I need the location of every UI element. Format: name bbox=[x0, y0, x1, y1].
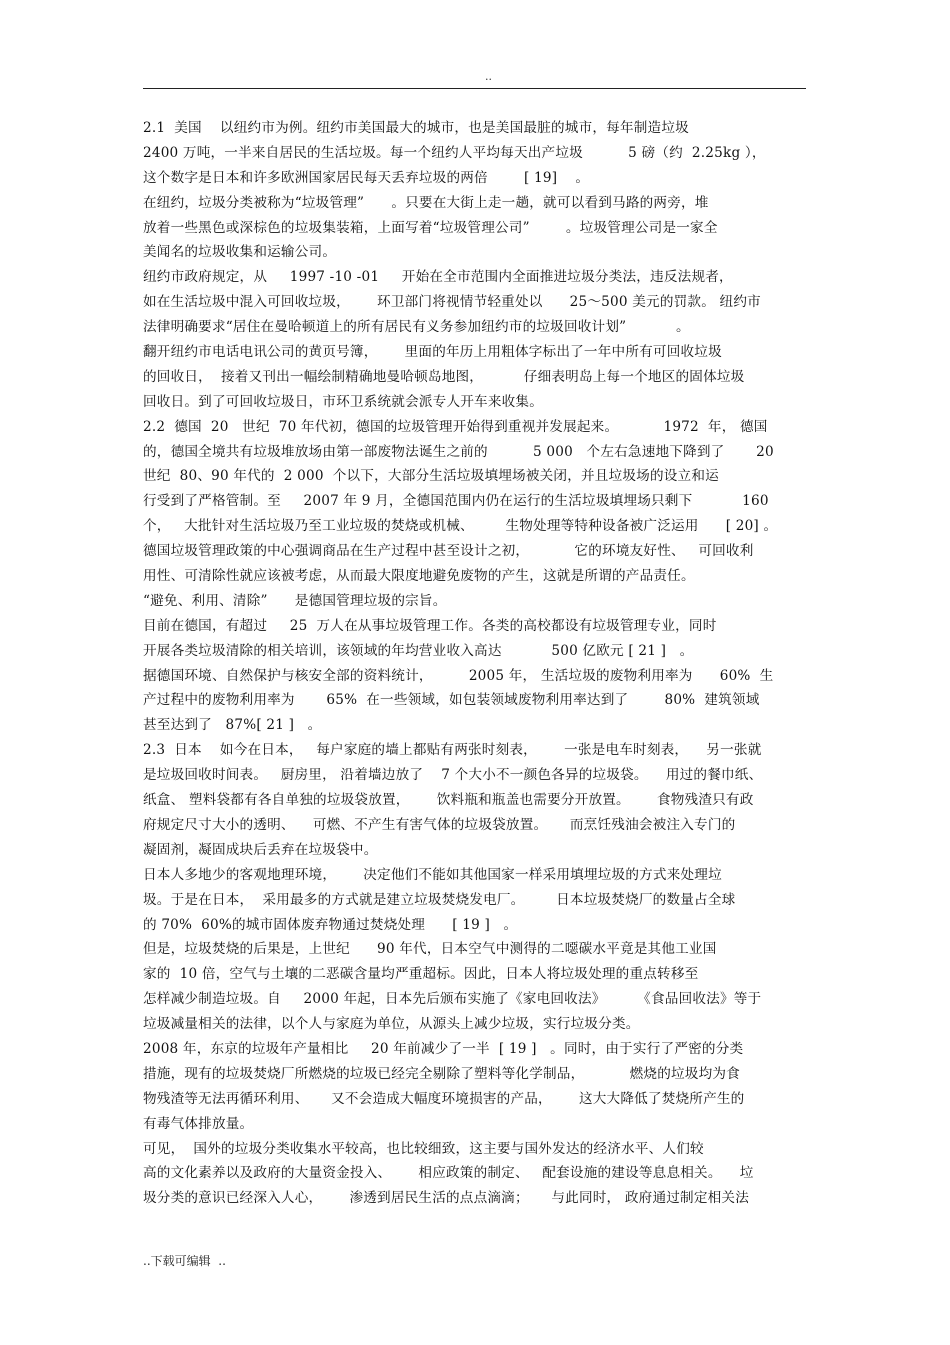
document-body bbox=[143, 116, 808, 1211]
text-line: 产过程中的废物利用率为 65% 在一些领域，如包装领域废物利用率达到了 80% 建筑领域 bbox=[143, 692, 760, 709]
text-line: 目前在德国，有超过 25 万人在从事垃圾管理工作。各类的高校都设有垃圾管理专业，同时 bbox=[143, 617, 717, 634]
text-line: 如在生活垃圾中混入可回收垃圾， 环卫部门将视情节轻重处以 25～500 美元的罚款。 纽约市 bbox=[143, 294, 761, 311]
text-line: 在纽约，垃圾分类被称为“垃圾管理” 。只要在大街上走一趟，就可以看到马路的两旁，堆 bbox=[143, 194, 709, 211]
text-line: 放着一些黑色或深棕色的垃圾集装箱，上面写着“垃圾管理公司” 。垃圾管理公司是一家全 bbox=[143, 219, 718, 236]
text-line: 垃圾减量相关的法律，以个人与家庭为单位，从源头上减少垃圾，实行垃圾分类。 bbox=[143, 1016, 640, 1033]
text-line: 的 70% 60%的城市固体废弃物通过焚烧处理 [ 19 ] 。 bbox=[143, 916, 518, 933]
text-line: 开展各类垃圾清除的相关培训，该领域的年均营业收入高达 500 亿欧元 [ 21 ] 。 bbox=[143, 642, 694, 659]
text-line: 物残渣等无法再循环利用、 又不会造成大幅度环境损害的产品， 这大大降低了焚烧所产生的 bbox=[143, 1090, 745, 1107]
footer-note: ..下载可编辑 .. bbox=[143, 1254, 226, 1268]
text-line: 美闻名的垃圾收集和运输公司。 bbox=[143, 244, 337, 261]
text-line: 2.2 德国 20 世纪 70 年代初，德国的垃圾管理开始得到重视并发展起来。 1972 年， 德国 bbox=[143, 418, 768, 435]
text-line: 回收日。到了可回收垃圾日，市环卫系统就会派专人开车来收集。 bbox=[143, 393, 544, 410]
text-line: 可见， 国外的垃圾分类收集水平较高，也比较细致，这主要与国外发达的经济水平、人们较 bbox=[143, 1140, 704, 1157]
header-rule bbox=[143, 88, 806, 89]
text-line: 措施，现有的垃圾焚烧厂所燃烧的垃圾已经完全剔除了塑料等化学制品， 燃烧的垃圾均为食 bbox=[143, 1065, 740, 1082]
text-line: 个， 大批针对生活垃圾乃至工业垃圾的焚烧或机械、 生物处理等特种设备被广泛运用 [ 20] 。 bbox=[143, 518, 778, 535]
text-line: 圾。于是在日本， 采用最多的方式就是建立垃圾焚烧发电厂。 日本垃圾焚烧厂的数量占全球 bbox=[143, 891, 736, 908]
text-line: 纽约市政府规定，从 1997 -10 -01 开始在全市范围内全面推进垃圾分类法，违反法规者， bbox=[143, 269, 733, 286]
text-line: 世纪 80、90 年代的 2 000 个以下，大部分生活垃圾填埋场被关闭，并且垃圾场的设立和运 bbox=[143, 468, 719, 485]
text-line: 德国垃圾管理政策的中心强调商品在生产过程中甚至设计之初， 它的环境友好性、 可回收利 bbox=[143, 543, 754, 560]
text-line: “避免、利用、清除” 是德国管理垃圾的宗旨。 bbox=[143, 592, 447, 609]
text-line: 2.1 美国 以纽约市为例。纽约市美国最大的城市，也是美国最脏的城市，每年制造垃圾 bbox=[143, 120, 689, 136]
text-line: 怎样减少制造垃圾。自 2000 年起，日本先后颁布实施了《家电回收法》 《食品回收法》等于 bbox=[143, 991, 762, 1008]
text-line: 据德国环境、自然保护与核安全部的资料统计， 2005 年， 生活垃圾的废物利用率为 60% 生 bbox=[143, 667, 774, 684]
text-line: 法律明确要求“居住在曼哈顿道上的所有居民有义务参加纽约市的垃圾回收计划” 。 bbox=[143, 319, 690, 336]
text-line: 高的文化素养以及政府的大量资金投入、 相应政策的制定、 配套设施的建设等息息相关。 垃 bbox=[143, 1165, 754, 1182]
text-line: 家的 10 倍，空气与土壤的二恶碳含量均严重超标。因此，日本人将垃圾处理的重点转移至 bbox=[143, 966, 699, 983]
text-line: 有毒气体排放量。 bbox=[143, 1115, 254, 1132]
text-line: 2400 万吨，一半来自居民的生活垃圾。每一个纽约人平均每天出产垃圾 5 磅（约 2.25kg ）， bbox=[143, 144, 766, 161]
text-line: 甚至达到了 87%[ 21 ] 。 bbox=[143, 717, 322, 734]
text-line: 但是，垃圾焚烧的后果是，上世纪 90 年代，日本空气中测得的二噁碳水平竟是其他工业国 bbox=[143, 941, 717, 958]
text-line: 日本人多地少的客观地理环境， 决定他们不能如其他国家一样采用填埋垃圾的方式来处理垃 bbox=[143, 866, 722, 883]
text-line: 纸盒、 塑料袋都有各自单独的垃圾袋放置， 饮料瓶和瓶盖也需要分开放置。 食物残渣只有政 bbox=[143, 792, 754, 809]
text-line: 这个数字是日本和许多欧洲国家居民每天丢弃垃圾的两倍 [ 19] 。 bbox=[143, 169, 590, 186]
text-line: 凝固剂，凝固成块后丢弃在垃圾袋中。 bbox=[143, 841, 378, 858]
text-line: 圾分类的意识已经深入人心， 渗透到居民生活的点点滴滴； 与此同时， 政府通过制定相关法 bbox=[143, 1190, 749, 1207]
text-line: 行受到了严格管制。至 2007 年 9 月，全德国范围内仍在运行的生活垃圾填埋场只剩下 160 bbox=[143, 493, 769, 510]
header-mark: .. bbox=[485, 70, 492, 83]
text-line: 的，德国全境共有垃圾堆放场由第一部废物法诞生之前的 5 000 个左右急速地下降到了 20 bbox=[143, 443, 774, 460]
text-line: 用性、可清除性就应该被考虑，从而最大限度地避免废物的产生，这就是所谓的产品责任。 bbox=[143, 568, 695, 585]
text-line: 2008 年，东京的垃圾年产量相比 20 年前减少了一半 [ 19 ] 。同时，由于实行了严密的分类 bbox=[143, 1040, 744, 1057]
text-line: 是垃圾回收时间表。 厨房里， 沿着墙边放了 7 个大小不一颜色各异的垃圾袋。 用过的餐巾纸、 bbox=[143, 767, 763, 784]
text-line: 府规定尺寸大小的透明、 可燃、不产生有害气体的垃圾袋放置。 而烹饪残油会被注入专门的 bbox=[143, 816, 736, 833]
text-line: 的回收日， 接着又刊出一幅绘制精确地曼哈顿岛地图， 仔细表明岛上每一个地区的固体垃圾 bbox=[143, 368, 745, 385]
text-line: 2.3 日本 如今在日本， 每户家庭的墙上都贴有两张时刻表， 一张是电车时刻表， 另一张就 bbox=[143, 742, 762, 759]
text-line: 翻开纽约市电话电讯公司的黄页号簿， 里面的年历上用粗体字标出了一年中所有可回收垃圾 bbox=[143, 344, 722, 361]
